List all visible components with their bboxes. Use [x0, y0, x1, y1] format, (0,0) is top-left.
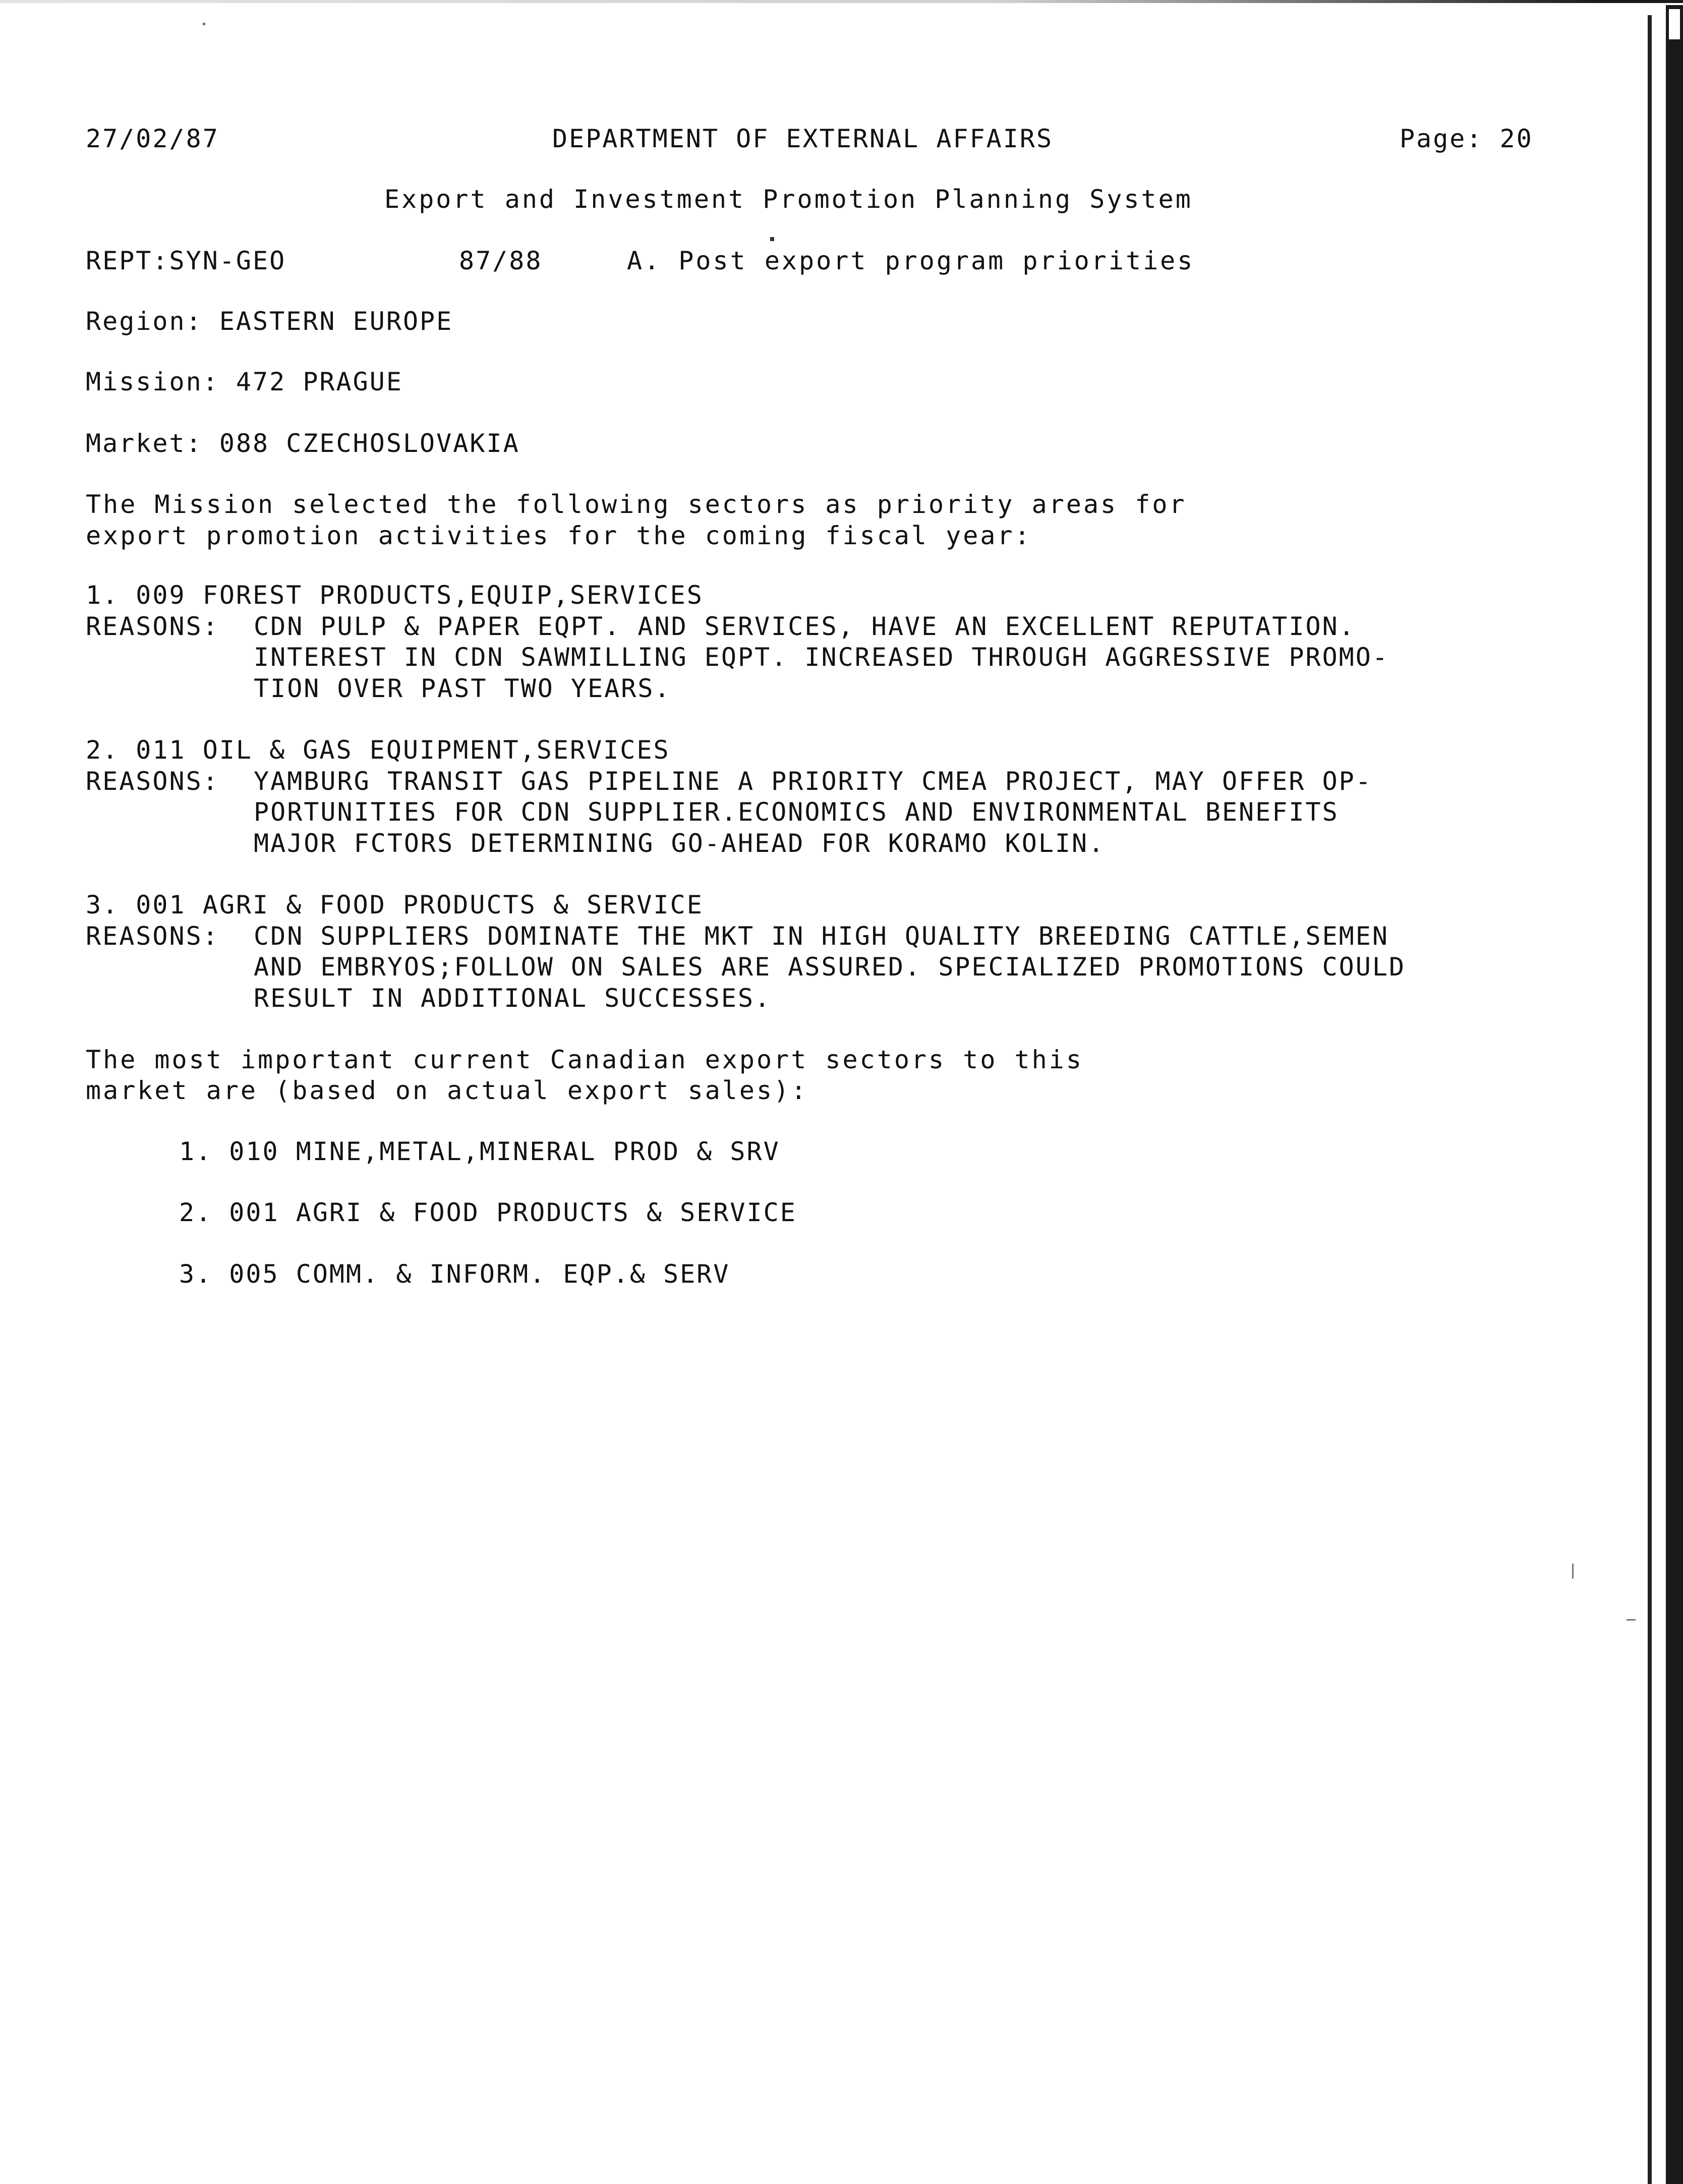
page-number: Page: 20 — [1400, 124, 1533, 153]
scan-binding-edge — [1666, 5, 1683, 2184]
priority-2-reason-line-3: MAJOR FCTORS DETERMINING GO-AHEAD FOR KORAMO KOLIN. — [254, 829, 1106, 858]
priority-3-reason-line-1: CDN SUPPLIERS DOMINATE THE MKT IN HIGH QUALITY BREEDING CATTLE,SEMEN — [254, 922, 1389, 951]
mission-field: Mission: 472 PRAGUE — [86, 367, 403, 396]
priority-2-reasons-label: REASONS: — [86, 767, 219, 796]
priority-1-reason-line-2: INTEREST IN CDN SAWMILLING EQPT. INCREASED THROUGH AGGRESSIVE PROMO- — [254, 643, 1389, 672]
priority-1-reasons-label: REASONS: — [86, 612, 219, 641]
report-date: 27/02/87 — [86, 124, 219, 153]
system-title: Export and Investment Promotion Planning System — [384, 185, 1193, 214]
priority-2-title: 2. 011 OIL & GAS EQUIPMENT,SERVICES — [86, 735, 670, 765]
priority-3-title: 3. 001 AGRI & FOOD PRODUCTS & SERVICE — [86, 890, 704, 919]
report-id: REPT:SYN-GEO — [86, 246, 286, 275]
priority-1-title: 1. 009 FOREST PRODUCTS,EQUIP,SERVICES — [86, 581, 704, 610]
current-sector-1: 1. 010 MINE,METAL,MINERAL PROD & SRV — [179, 1137, 780, 1166]
market-field: Market: 088 CZECHOSLOVAKIA — [86, 429, 520, 458]
intro-line-1: The Mission selected the following sectors as priority areas for — [86, 490, 1187, 519]
current-sector-2: 2. 001 AGRI & FOOD PRODUCTS & SERVICE — [179, 1198, 797, 1227]
priority-1-reason-line-1: CDN PULP & PAPER EQPT. AND SERVICES, HAVE AN EXCELLENT REPUTATION. — [254, 612, 1356, 641]
scan-binding-notch — [1669, 9, 1680, 39]
priority-1-reason-line-3: TION OVER PAST TWO YEARS. — [254, 674, 671, 703]
priority-3-reason-line-2: AND EMBRYOS;FOLLOW ON SALES ARE ASSURED. SPECIALIZED PROMOTIONS COULD — [254, 952, 1406, 982]
region-field: Region: EASTERN EUROPE — [86, 307, 453, 336]
department-title: DEPARTMENT OF EXTERNAL AFFAIRS — [552, 124, 1054, 153]
scan-speck — [770, 237, 774, 241]
scan-speck — [203, 23, 205, 25]
page-top-edge — [0, 0, 1683, 3]
current-intro-line-1: The most important current Canadian export sectors to this — [86, 1045, 1083, 1074]
priority-2-reason-line-1: YAMBURG TRANSIT GAS PIPELINE A PRIORITY CMEA PROJECT, MAY OFFER OP- — [254, 767, 1372, 796]
priority-3-reasons-label: REASONS: — [86, 922, 219, 951]
priority-3-reason-line-3: RESULT IN ADDITIONAL SUCCESSES. — [254, 984, 772, 1013]
report-section-title: A. Post export program priorities — [627, 246, 1195, 275]
current-sector-3: 3. 005 COMM. & INFORM. EQP.& SERV — [179, 1259, 730, 1289]
fiscal-period: 87/88 — [459, 246, 543, 275]
priority-2-reason-line-2: PORTUNITIES FOR CDN SUPPLIER.ECONOMICS AND ENVIRONMENTAL BENEFITS — [254, 797, 1339, 827]
scan-speck — [1572, 1564, 1574, 1579]
scan-speck — [1627, 1619, 1636, 1621]
intro-line-2: export promotion activities for the coming fiscal year: — [86, 521, 1032, 550]
current-intro-line-2: market are (based on actual export sales): — [86, 1076, 808, 1105]
scan-margin-line — [1648, 15, 1652, 2184]
